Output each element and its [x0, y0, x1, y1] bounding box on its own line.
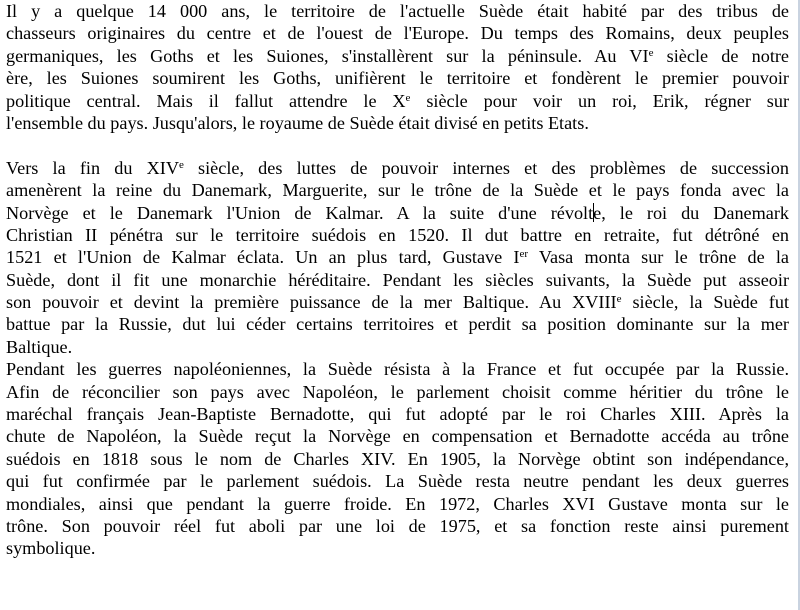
text-line: ère, les Suiones soumirent les Goths, unifièrent le territoire et fondèrent le premier pouvoir — [6, 68, 789, 89]
paragraph-kalmar-union — [6, 157, 789, 359]
superscript: er — [519, 248, 529, 261]
text-line: symbolique. — [6, 538, 96, 559]
text-run: siècle de notre — [653, 45, 789, 66]
text-line: trône. Son pouvoir réel fut aboli par une loi de 1975, et sa fonction reste ainsi purement — [6, 515, 789, 536]
text-line — [6, 202, 789, 224]
superscript: e — [616, 293, 622, 306]
superscript: e — [178, 158, 184, 171]
text-run: siècle, la Suède fut — [621, 292, 789, 313]
text-line: amenèrent la reine du Danemark, Marguerite, sur le trône de la Suède et le pays fonda avec la — [6, 180, 789, 201]
text-line: Afin de réconcilier son pays avec Napoléon, le parlement choisit comme héritier du trône le — [6, 381, 789, 402]
paragraph-prehistory — [6, 0, 789, 134]
superscript: e — [648, 46, 654, 59]
document-body[interactable] — [6, 0, 789, 560]
text-run: e, le roi du Danemark — [593, 202, 789, 223]
text-line: Pendant les guerres napoléoniennes, la Suède résista à la France et fut occupée par la Russie. — [6, 359, 789, 380]
text-run: siècle pour voir un roi, Erik, régner sur — [410, 90, 789, 111]
superscript: e — [405, 91, 411, 104]
text-run: siècle, des luttes de pouvoir internes et des problèmes de succession — [183, 157, 789, 178]
text-run: germaniques, les Goths et les Suiones, s'installèrent sur la péninsule. Au VI — [6, 45, 649, 66]
text-line: chute de Napoléon, la Suède reçut la Norvège en compensation et Bernadotte accéda au trône — [6, 426, 789, 447]
text-line: Suède, dont il fit une monarchie héréditaire. Pendant les siècles suivants, la Suède put asseoir — [6, 269, 789, 290]
text-line: suédois en 1818 sous le nom de Charles XIV. En 1905, la Norvège obtint son indépendance, — [6, 448, 789, 469]
text-line: qui fut confirmée par le parlement suédois. La Suède resta neutre pendant les deux guerres — [6, 471, 789, 492]
text-line: battue par la Russie, dut lui céder certains territoires et perdit sa position dominante sur la mer — [6, 314, 789, 335]
text-line — [6, 45, 789, 67]
text-line — [6, 246, 789, 268]
text-line — [6, 157, 789, 179]
text-run: Vers la fin du XIV — [6, 157, 179, 178]
text-line: Christian II pénétra sur le territoire suédois en 1520. Il dut battre en retraite, fut détrôné en — [6, 224, 789, 245]
text-line: maréchal français Jean-Baptiste Bernadotte, qui fut adopté par le roi Charles XIII. Après la — [6, 404, 789, 425]
text-line: Baltique. — [6, 336, 73, 357]
text-line: chasseurs originaires du centre et de l'ouest de l'Europe. Du temps des Romains, deux peuples — [6, 23, 789, 44]
text-line: l'ensemble du pays. Jusqu'alors, le royaume de Suède était divisé en petits Etats. — [6, 112, 589, 133]
text-line — [6, 291, 789, 313]
text-line — [6, 90, 789, 112]
text-run: Vasa monta sur le trône de la — [528, 247, 789, 268]
paragraph-napoleonic-era — [6, 358, 789, 560]
paragraph-spacer — [6, 134, 789, 156]
text-run: 1521 et l'Union de Kalmar éclata. Un an plus tard, Gustave I — [6, 247, 520, 268]
text-line: mondiales, ainsi que pendant la guerre froide. En 1972, Charles XVI Gustave monta sur le — [6, 493, 789, 514]
text-line: Il y a quelque 14 000 ans, le territoire de l'actuelle Suède était habité par des tribus de — [6, 1, 789, 21]
text-run: politique central. Mais il fallut attendre le X — [6, 90, 406, 111]
text-run: son pouvoir et devint la première puissance de la mer Baltique. Au XVIII — [6, 292, 617, 313]
text-run: Norvège et le Danemark l'Union de Kalmar. A la suite d'une révolt — [6, 202, 594, 223]
